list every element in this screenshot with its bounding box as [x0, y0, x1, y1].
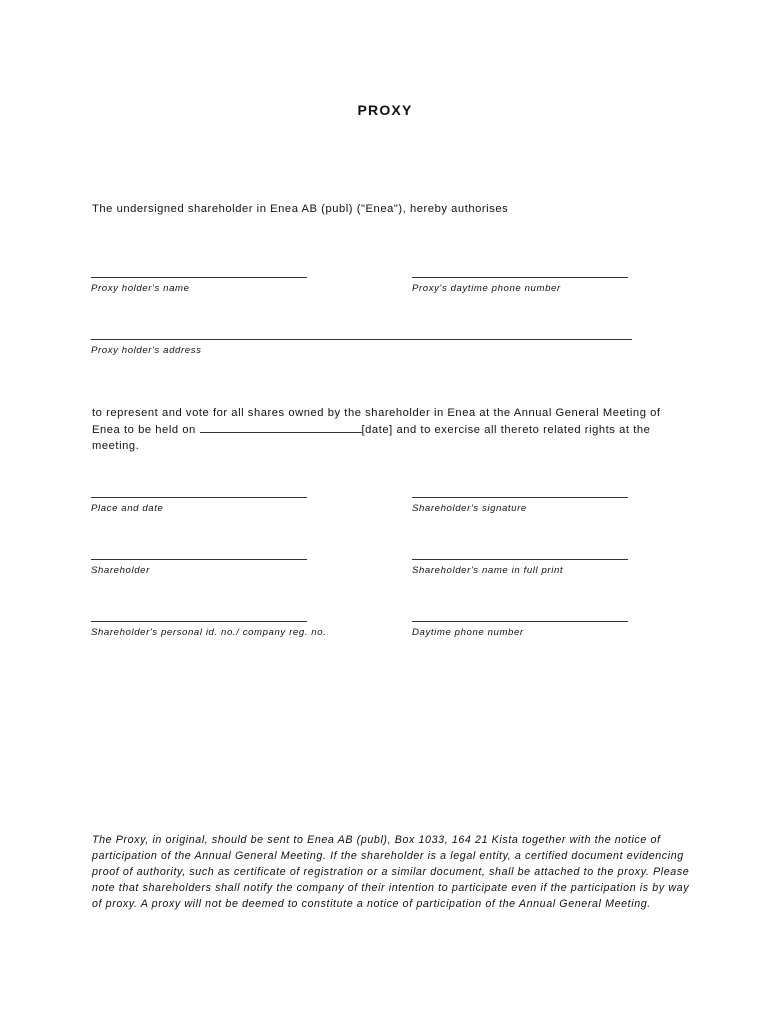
proxy-address-label: Proxy holder's address — [91, 345, 202, 356]
daytime-phone-line[interactable] — [412, 621, 628, 622]
personal-id-label: Shareholder's personal id. no./ company reg. no. — [91, 627, 327, 638]
page-title: PROXY — [357, 102, 413, 118]
footer-instructions: The Proxy, in original, should be sent to Enea AB (publ), Box 1033, 164 21 Kista together with the notice of participation of the Annual General Meeting. If the shareholder is a legal entity, a certified document evidencing proof of authority, such as certificate of registration or a similar document, shall be attached to the proxy. Please note that shareholders shall notify the company of their intention to participate even if the participation is by way of proxy. A proxy will not be deemed to constitute a notice of participation of the Annual General Meeting. — [92, 834, 690, 910]
daytime-phone-field[interactable] — [412, 621, 628, 638]
proxy-phone-line[interactable] — [412, 277, 628, 278]
intro-text: The undersigned shareholder in Enea AB (publ) ("Enea"), hereby authorises — [92, 203, 509, 215]
authorization-text-part2: and to exercise all thereto related rights at the meeting. — [92, 423, 651, 452]
place-date-field[interactable] — [91, 497, 307, 514]
personal-id-line[interactable] — [91, 621, 307, 622]
place-date-line[interactable] — [91, 497, 307, 498]
shareholder-full-name-field[interactable] — [412, 559, 628, 576]
proxy-holder-name-field[interactable] — [91, 277, 307, 294]
shareholder-signature-label: Shareholder's signature — [412, 503, 527, 514]
shareholder-full-name-line[interactable] — [412, 559, 628, 560]
daytime-phone-label: Daytime phone number — [412, 627, 524, 638]
authorization-text-part1: to represent and vote for all shares owned by the shareholder in Enea at the Annual General Meeting of Enea to be held on — [92, 407, 661, 436]
proxy-address-field[interactable] — [91, 339, 632, 356]
place-date-label: Place and date — [91, 503, 164, 514]
shareholder-line[interactable] — [91, 559, 307, 560]
meeting-date-label: [date] — [361, 423, 393, 436]
proxy-address-line[interactable] — [91, 339, 632, 340]
shareholder-signature-line[interactable] — [412, 497, 628, 498]
personal-id-field[interactable] — [91, 621, 327, 638]
proxy-phone-label: Proxy's daytime phone number — [412, 283, 561, 294]
shareholder-field[interactable] — [91, 559, 307, 576]
proxy-holder-name-line[interactable] — [91, 277, 307, 278]
proxy-holder-name-label: Proxy holder's name — [91, 283, 190, 294]
shareholder-signature-field[interactable] — [412, 497, 628, 514]
meeting-date-field[interactable] — [200, 422, 362, 433]
authorization-paragraph — [92, 405, 692, 455]
shareholder-label: Shareholder — [91, 565, 150, 576]
shareholder-full-name-label: Shareholder's name in full print — [412, 565, 564, 576]
proxy-phone-field[interactable] — [412, 277, 628, 294]
